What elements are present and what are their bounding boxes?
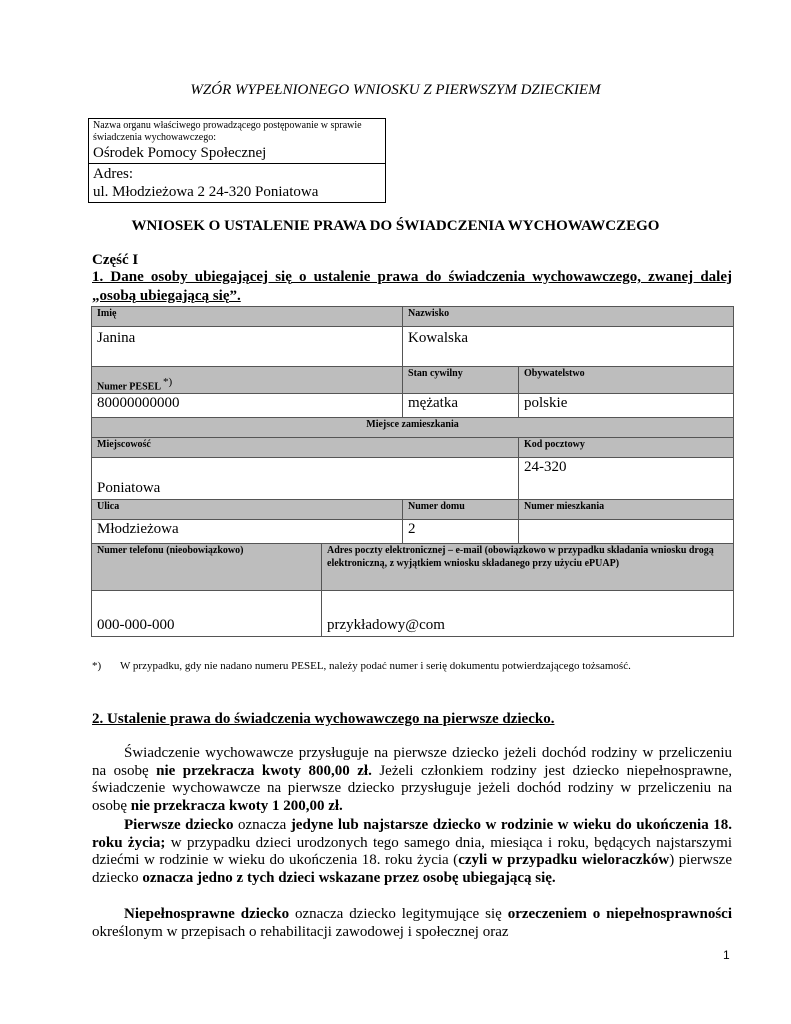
paragraph-text: w przypadku dzieci urodzonych tego samego dnia, miesiąca i roku, będących najstarszymi dziećmi w rodzinie w wieku do ukończenia 18. roku życia ( bbox=[92, 834, 732, 868]
street-field[interactable]: Młodzieżowa bbox=[92, 520, 403, 544]
pesel-label: Numer PESEL bbox=[97, 381, 161, 392]
paragraph-text: określonym w przepisach o rehabilitacji zawodowej i społecznej oraz bbox=[92, 923, 509, 940]
paragraph-bold: orzeczeniem o niepełnosprawności bbox=[507, 906, 732, 922]
pesel-label-cell bbox=[92, 367, 403, 394]
organ-address: ul. Młodzieżowa 2 24-320 Poniatowa bbox=[93, 184, 319, 200]
footnote-text: W przypadku, gdy nie nadano numeru PESEL, należy podać numer i serię dokumentu potwierdzającego tożsamość. bbox=[120, 660, 631, 672]
paragraph-bold: nie przekracza kwoty 1 200,00 zł. bbox=[130, 797, 343, 814]
organ-address-cell bbox=[89, 164, 385, 202]
phone-label: Numer telefonu (nieobowiązkowo) bbox=[92, 544, 322, 591]
city-field[interactable]: Poniatowa bbox=[92, 458, 519, 500]
paragraph-text: Świadczenie wychowawcze przysługuje na pierwsze dziecko jeżeli dochód rodziny w przeliczeniu na osobę bbox=[92, 745, 732, 779]
flat-number-label: Numer mieszkania bbox=[519, 500, 734, 520]
organ-name: Ośrodek Pomocy Społecznej bbox=[93, 145, 267, 161]
flat-number-field[interactable] bbox=[519, 520, 734, 544]
organ-label: Nazwa organu właściwego prowadzącego postępowanie w sprawie świadczenia wychowawczego: bbox=[93, 120, 362, 143]
house-number-label: Numer domu bbox=[403, 500, 519, 520]
residence-label: Miejsce zamieszkania bbox=[92, 418, 734, 438]
email-label: Adres poczty elektronicznej – e-mail (obowiązkowo w przypadku składania wniosku drogą elektroniczną, z wyjątkiem wniosku składanego przy użyciu ePUAP) bbox=[322, 544, 734, 591]
paragraph-bold: nie przekracza kwoty 800,00 zł. bbox=[156, 762, 372, 779]
paragraph-bold: Niepełnosprawne dziecko bbox=[124, 906, 290, 922]
paragraph-bold: Pierwsze dziecko bbox=[124, 817, 234, 833]
pesel-footnote-mark: *) bbox=[162, 375, 173, 388]
last-name-label: Nazwisko bbox=[403, 307, 734, 327]
main-title: WNIOSEK O USTALENIE PRAWA DO ŚWIADCZENIA WYCHOWAWCZEGO bbox=[131, 218, 660, 234]
street-label: Ulica bbox=[92, 500, 403, 520]
paragraph-bold: oznacza jedno z tych dzieci wskazane przez osobę ubiegającą się. bbox=[142, 869, 556, 886]
email-field[interactable]: przykładowy@com bbox=[322, 591, 734, 637]
citizenship-field[interactable]: polskie bbox=[519, 394, 734, 418]
applicant-form bbox=[91, 306, 734, 637]
paragraph-disabled-child bbox=[92, 906, 732, 941]
civil-status-label: Stan cywilny bbox=[403, 367, 519, 394]
paragraph-income bbox=[92, 745, 732, 815]
page-number: 1 bbox=[723, 948, 730, 962]
organ-box bbox=[88, 118, 386, 203]
first-name-label: Imię bbox=[92, 307, 403, 327]
house-number-field[interactable]: 2 bbox=[403, 520, 519, 544]
civil-status-field[interactable]: mężatka bbox=[403, 394, 519, 418]
postal-label: Kod pocztowy bbox=[519, 438, 734, 458]
part-heading: Część I bbox=[92, 252, 139, 268]
footnote bbox=[92, 660, 732, 672]
section1-heading: 1. Dane osoby ubiegającej się o ustalenie prawa do świadczenia wychowawczego, zwanej dalej „osobą ubiegającą się”. bbox=[92, 269, 732, 304]
footnote-mark: *) bbox=[92, 660, 102, 672]
paragraph-text: oznacza dziecko legitymujące się bbox=[289, 906, 508, 922]
paragraph-bold: czyli w przypadku wieloraczków bbox=[458, 852, 670, 868]
organ-address-label: Adres: bbox=[93, 166, 133, 182]
last-name-field[interactable]: Kowalska bbox=[403, 327, 734, 367]
organ-name-cell bbox=[89, 119, 385, 164]
paragraph-bold: jedyne lub najstarsze dziecko w rodzinie w wieku do ukończenia 18. roku życia; bbox=[92, 817, 732, 851]
section2-heading: 2. Ustalenie prawa do świadczenia wychowawczego na pierwsze dziecko. bbox=[92, 711, 555, 727]
phone-field[interactable]: 000-000-000 bbox=[92, 591, 322, 637]
first-name-field[interactable]: Janina bbox=[92, 327, 403, 367]
document-title: WZÓR WYPEŁNIONEGO WNIOSKU Z PIERWSZYM DZIECKIEM bbox=[190, 82, 601, 98]
pesel-field[interactable]: 80000000000 bbox=[92, 394, 403, 418]
paragraph-first-child bbox=[92, 817, 732, 887]
paragraph-text: ) pierwsze dziecko bbox=[92, 852, 732, 886]
paragraph-text: oznacza bbox=[233, 817, 291, 833]
postal-field[interactable]: 24-320 bbox=[519, 458, 734, 500]
paragraph-text: Jeżeli członkiem rodziny jest dziecko niepełnosprawne, świadczenie wychowawcze na pierwsze dziecko przysługuje jeżeli dochód rodziny w przeliczeniu na osobę bbox=[92, 762, 733, 814]
city-label: Miejscowość bbox=[92, 438, 519, 458]
citizenship-label: Obywatelstwo bbox=[519, 367, 734, 394]
